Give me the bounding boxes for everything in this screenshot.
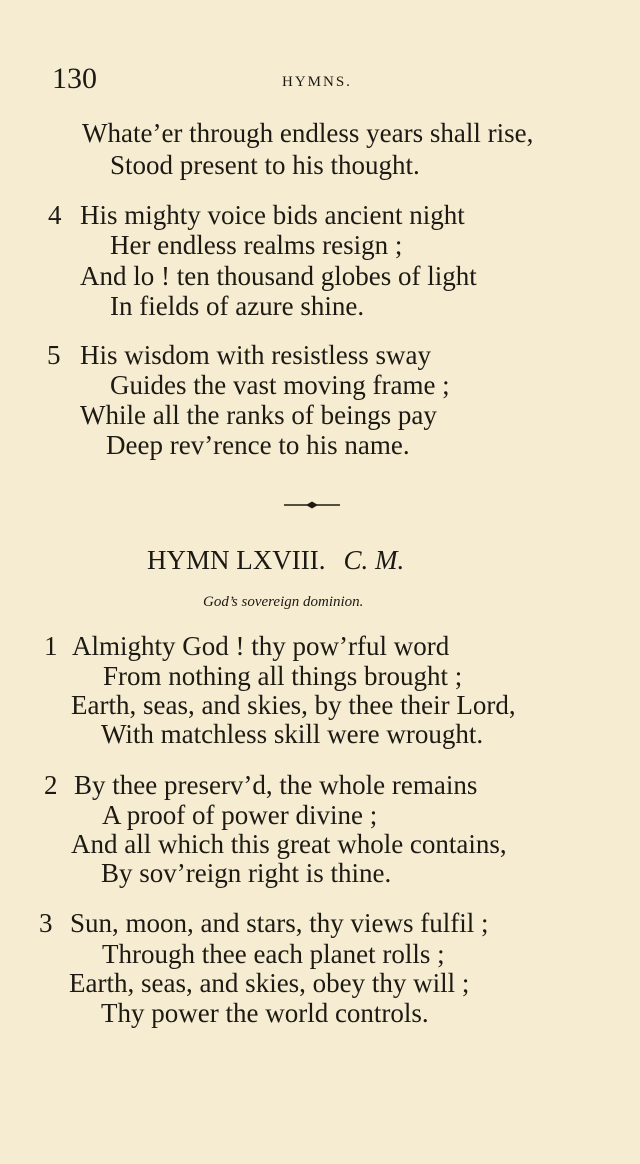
verse-line: Stood present to his thought. (110, 150, 420, 180)
verse-line: His wisdom with resistless sway (80, 340, 431, 370)
verse-line: By thee preserv’d, the whole remains (74, 770, 478, 800)
section-ornament (282, 500, 342, 510)
verse-line: Earth, seas, and skies, by thee their Lord, (71, 690, 516, 720)
verse-line: Guides the vast moving frame ; (110, 370, 450, 400)
verse-number: 5 (47, 340, 61, 370)
hymn-subtitle: God’s sovereign dominion. (203, 594, 364, 610)
verse-line: From nothing all things brought ; (103, 661, 463, 691)
verse-line: Through thee each planet rolls ; (102, 939, 445, 969)
hymn-meter: C. M. (343, 545, 405, 575)
verse-line: Whate’er through endless years shall rise, (82, 118, 534, 148)
verse-line: Earth, seas, and skies, obey thy will ; (69, 968, 470, 998)
verse-line: Her endless realms resign ; (110, 230, 403, 260)
verse-line: While all the ranks of beings pay (80, 400, 437, 430)
page-number: 130 (52, 62, 97, 95)
running-head: HYMNS. (282, 74, 352, 90)
verse-line: Almighty God ! thy pow’rful word (72, 631, 450, 661)
verse-line: A proof of power divine ; (102, 800, 378, 830)
verse-number: 3 (39, 908, 53, 938)
verse-line: By sov’reign right is thine. (101, 858, 392, 888)
verse-line: And lo ! ten thousand globes of light (80, 261, 477, 291)
verse-number: 4 (48, 200, 62, 230)
verse-line: His mighty voice bids ancient night (80, 200, 465, 230)
verse-line: Sun, moon, and stars, thy views fulfil ; (70, 908, 489, 938)
verse-line: In fields of azure shine. (110, 291, 365, 321)
verse-number: 2 (44, 770, 58, 800)
verse-line: Deep rev’rence to his name. (106, 430, 410, 460)
verse-line: With matchless skill were wrought. (101, 719, 484, 749)
verse-line: Thy power the world controls. (101, 998, 429, 1028)
verse-number: 1 (44, 631, 58, 661)
verse-line: And all which this great whole contains, (71, 829, 507, 859)
hymn-number: HYMN LXVIII. (147, 545, 326, 575)
hymn-title (147, 545, 404, 576)
